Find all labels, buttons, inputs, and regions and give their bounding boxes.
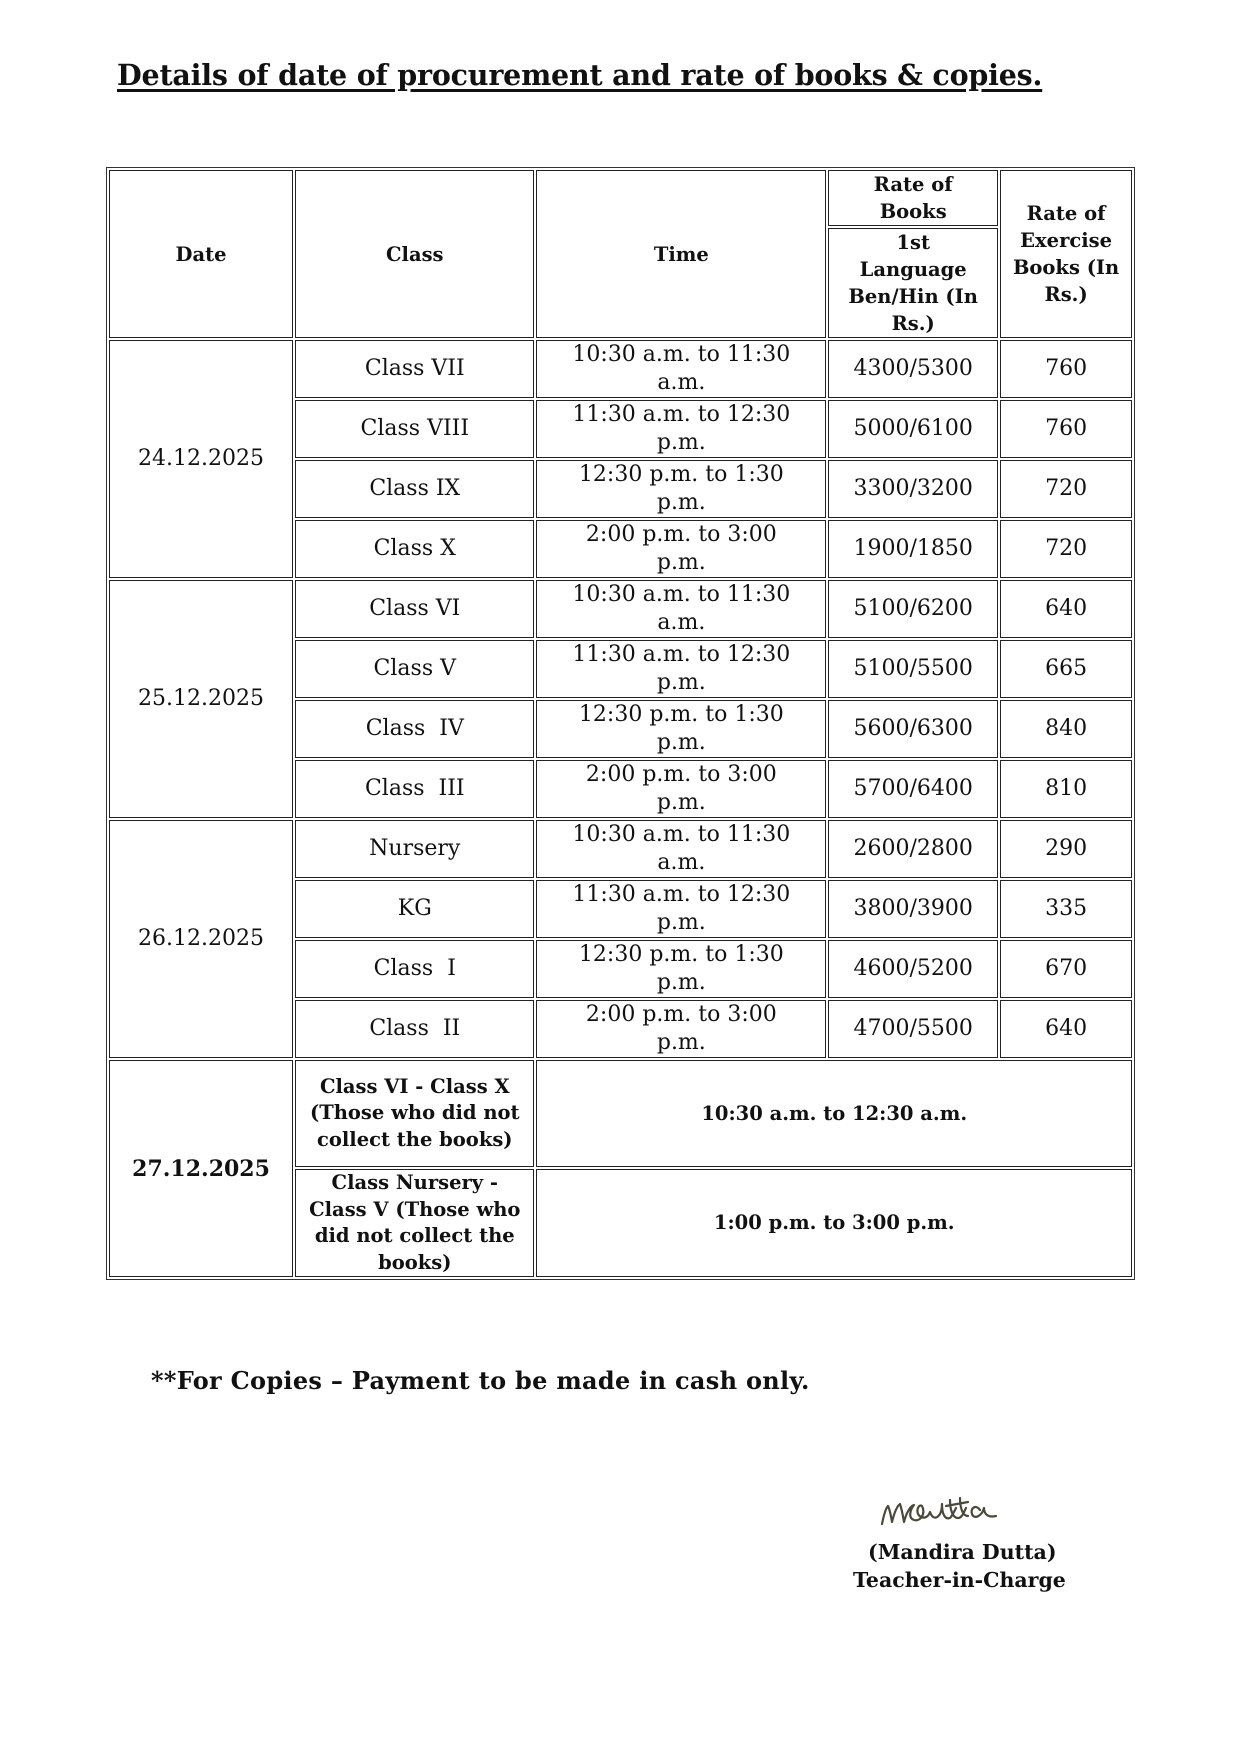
exercise-rate-cell: 640 — [1000, 1000, 1132, 1058]
time-cell: 12:30 p.m. to 1:30 p.m. — [536, 700, 826, 758]
time-cell: 10:30 a.m. to 12:30 a.m. — [536, 1060, 1132, 1167]
date-cell: 25.12.2025 — [109, 580, 293, 818]
header-first-language: 1st Language Ben/Hin (In Rs.) — [828, 228, 998, 338]
class-cell: Nursery — [295, 820, 534, 878]
time-cell: 10:30 a.m. to 11:30 a.m. — [536, 340, 826, 398]
table-row — [109, 580, 1132, 638]
book-rate-cell: 5100/6200 — [828, 580, 998, 638]
exercise-rate-cell: 840 — [1000, 700, 1132, 758]
date-cell: 27.12.2025 — [109, 1060, 293, 1277]
header-class: Class — [295, 170, 534, 338]
exercise-rate-cell: 290 — [1000, 820, 1132, 878]
date-cell: 24.12.2025 — [109, 340, 293, 578]
book-rate-cell: 2600/2800 — [828, 820, 998, 878]
exercise-rate-cell: 810 — [1000, 760, 1132, 818]
book-rate-cell: 5100/5500 — [828, 640, 998, 698]
book-rate-cell: 4600/5200 — [828, 940, 998, 998]
class-cell: Class Nursery - Class V (Those who did not collect the books) — [295, 1169, 534, 1277]
time-cell: 1:00 p.m. to 3:00 p.m. — [536, 1169, 1132, 1277]
exercise-rate-cell: 670 — [1000, 940, 1132, 998]
time-cell: 2:00 p.m. to 3:00 p.m. — [536, 1000, 826, 1058]
page-title: Details of date of procurement and rate of books & copies. — [117, 58, 1043, 92]
table-row — [109, 820, 1132, 878]
book-rate-cell: 1900/1850 — [828, 520, 998, 578]
header-date: Date — [109, 170, 293, 338]
payment-note: **For Copies – Payment to be made in cash only. — [151, 1366, 810, 1395]
class-cell: Class VIII — [295, 400, 534, 458]
time-cell: 2:00 p.m. to 3:00 p.m. — [536, 520, 826, 578]
time-cell: 2:00 p.m. to 3:00 p.m. — [536, 760, 826, 818]
time-cell: 12:30 p.m. to 1:30 p.m. — [536, 460, 826, 518]
time-cell: 11:30 a.m. to 12:30 p.m. — [536, 640, 826, 698]
header-time: Time — [536, 170, 826, 338]
exercise-rate-cell: 335 — [1000, 880, 1132, 938]
exercise-rate-cell: 640 — [1000, 580, 1132, 638]
exercise-rate-cell: 760 — [1000, 400, 1132, 458]
signatory-role: Teacher-in-Charge — [853, 1568, 1066, 1592]
table-row — [109, 340, 1132, 398]
signatory-name: (Mandira Dutta) — [868, 1540, 1057, 1564]
time-cell: 12:30 p.m. to 1:30 p.m. — [536, 940, 826, 998]
class-cell: Class II — [295, 1000, 534, 1058]
time-cell: 10:30 a.m. to 11:30 a.m. — [536, 580, 826, 638]
class-cell: Class X — [295, 520, 534, 578]
class-cell: Class IX — [295, 460, 534, 518]
exercise-rate-cell: 665 — [1000, 640, 1132, 698]
class-cell: Class VI - Class X (Those who did not collect the books) — [295, 1060, 534, 1167]
book-rate-cell: 5600/6300 — [828, 700, 998, 758]
time-cell: 10:30 a.m. to 11:30 a.m. — [536, 820, 826, 878]
class-cell: Class V — [295, 640, 534, 698]
book-rate-cell: 3800/3900 — [828, 880, 998, 938]
header-rate-of-exercise-books: Rate of Exercise Books (In Rs.) — [1000, 170, 1132, 338]
class-cell: Class VII — [295, 340, 534, 398]
class-cell: Class III — [295, 760, 534, 818]
exercise-rate-cell: 720 — [1000, 460, 1132, 518]
header-rate-of-books: Rate of Books — [828, 170, 998, 226]
book-rate-cell: 4700/5500 — [828, 1000, 998, 1058]
class-cell: Class I — [295, 940, 534, 998]
time-cell: 11:30 a.m. to 12:30 p.m. — [536, 400, 826, 458]
book-rate-cell: 5000/6100 — [828, 400, 998, 458]
book-rate-cell: 5700/6400 — [828, 760, 998, 818]
table-row — [109, 1060, 1132, 1167]
book-rate-cell: 3300/3200 — [828, 460, 998, 518]
date-cell: 26.12.2025 — [109, 820, 293, 1058]
class-cell: Class IV — [295, 700, 534, 758]
book-rate-cell: 4300/5300 — [828, 340, 998, 398]
procurement-table — [106, 167, 1135, 1280]
signature-image — [876, 1486, 1046, 1531]
time-cell: 11:30 a.m. to 12:30 p.m. — [536, 880, 826, 938]
class-cell: Class VI — [295, 580, 534, 638]
exercise-rate-cell: 760 — [1000, 340, 1132, 398]
class-cell: KG — [295, 880, 534, 938]
exercise-rate-cell: 720 — [1000, 520, 1132, 578]
